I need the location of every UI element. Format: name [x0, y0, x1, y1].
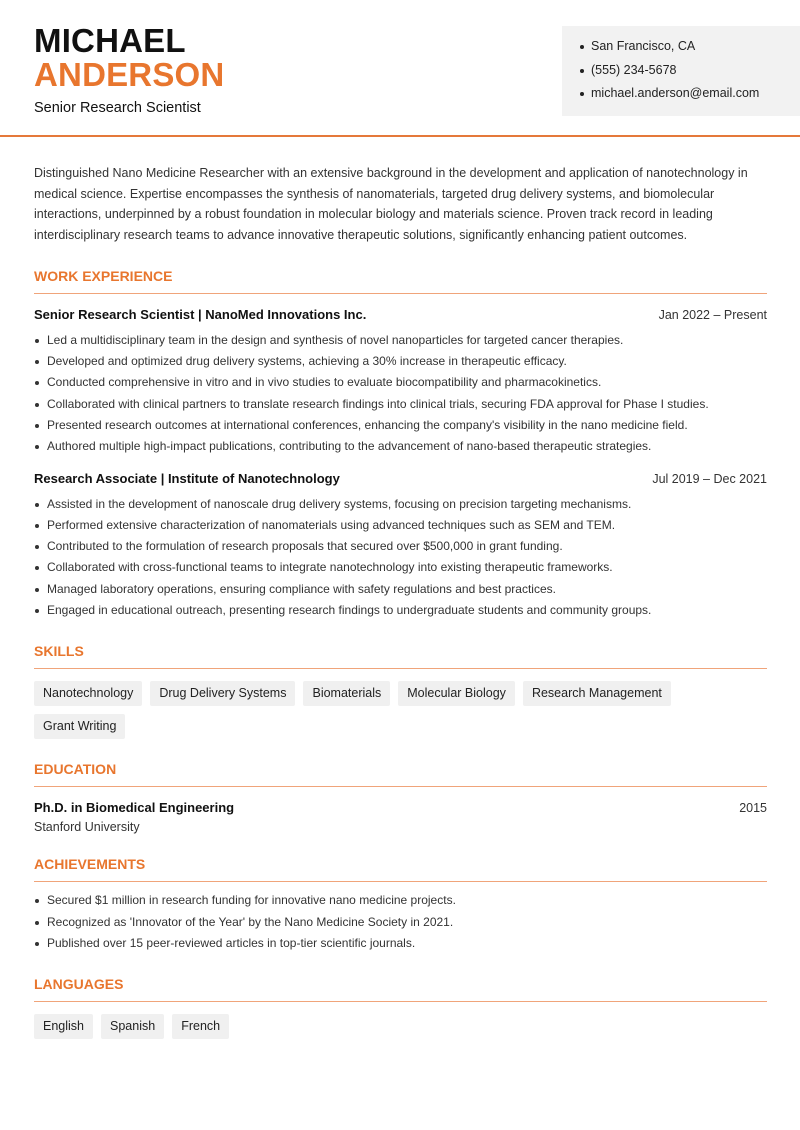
skill-chip: Drug Delivery Systems: [150, 681, 295, 706]
candidate-name: [34, 24, 224, 92]
language-chip: Spanish: [101, 1014, 164, 1039]
contact-email-text: michael.anderson@email.com: [591, 86, 760, 100]
list-item: Developed and optimized drug delivery systems, achieving a 30% increase in therapeutic efficacy.: [34, 351, 767, 372]
education-entry: [34, 800, 767, 834]
achievements-heading: ACHIEVEMENTS: [34, 856, 767, 882]
skill-chip: Nanotechnology: [34, 681, 142, 706]
contact-phone-text: (555) 234-5678: [591, 62, 677, 77]
work-experience-heading: WORK EXPERIENCE: [34, 268, 767, 294]
list-item: Collaborated with cross-functional teams to integrate nanotechnology into existing therapeutic frameworks.: [34, 557, 767, 578]
list-item: Published over 15 peer-reviewed articles in top-tier scientific journals.: [34, 933, 767, 954]
languages-list: [34, 1014, 767, 1039]
skill-chip: Biomaterials: [303, 681, 390, 706]
job-entry: [34, 471, 767, 622]
list-item: Engaged in educational outreach, presenting research findings to undergraduate students and community groups.: [34, 600, 767, 621]
job-bullets: [34, 330, 767, 458]
list-item: Contributed to the formulation of research proposals that secured over $500,000 in grant funding.: [34, 536, 767, 557]
job-entry: [34, 307, 767, 458]
list-item: Presented research outcomes at international conferences, enhancing the company's visibility in the nano medicine field.: [34, 415, 767, 436]
skills-heading: SKILLS: [34, 643, 767, 669]
job-dates: Jan 2022 – Present: [658, 307, 767, 322]
list-item: Performed extensive characterization of nanomaterials using advanced techniques such as SEM and TEM.: [34, 515, 767, 536]
school: Stanford University: [34, 820, 140, 835]
bullet-icon: [580, 92, 584, 96]
contact-location: [580, 38, 800, 62]
candidate-title: Senior Research Scientist: [34, 100, 201, 116]
job-bullets: [34, 494, 767, 622]
language-chip: French: [172, 1014, 229, 1039]
skill-chip: Grant Writing: [34, 714, 125, 739]
resume-content: [34, 163, 767, 1039]
contact-email: [580, 85, 800, 109]
skill-chip: Research Management: [523, 681, 671, 706]
resume-header: [0, 0, 800, 137]
language-chip: English: [34, 1014, 93, 1039]
list-item: Conducted comprehensive in vitro and in vivo studies to evaluate biocompatibility and pharmacokinetics.: [34, 372, 767, 393]
job-role: Research Associate | Institute of Nanotechnology: [34, 470, 340, 486]
languages-heading: LANGUAGES: [34, 976, 767, 1002]
skills-list: [34, 681, 767, 739]
contact-box: [562, 26, 800, 116]
list-item: Assisted in the development of nanoscale drug delivery systems, focusing on precision targeting mechanisms.: [34, 494, 767, 515]
bullet-icon: [580, 45, 584, 49]
degree: Ph.D. in Biomedical Engineering: [34, 800, 235, 816]
summary: Distinguished Nano Medicine Researcher with an extensive background in the development and application of nanotechnology in medical science. Expertise encompasses the synthesis of nanomaterials, targeted drug delivery systems, and biomolecular interactions, underpinned by a robust foundation in molecular biology and materials science. Proven track record in leading interdisciplinary research teams to advance innovative therapeutic solutions, significantly enhancing patient outcomes.: [34, 166, 748, 243]
list-item: Recognized as 'Innovator of the Year' by the Nano Medicine Society in 2021.: [34, 912, 767, 933]
achievements-list: [34, 890, 767, 954]
list-item: Secured $1 million in research funding for innovative nano medicine projects.: [34, 890, 767, 911]
contact-phone: [580, 62, 800, 86]
list-item: Led a multidisciplinary team in the design and synthesis of novel nanoparticles for targeted cancer therapies.: [34, 330, 767, 351]
contact-location-text: San Francisco, CA: [591, 39, 696, 53]
job-role: Senior Research Scientist | NanoMed Innovations Inc.: [34, 306, 367, 322]
skill-chip: Molecular Biology: [398, 681, 515, 706]
list-item: Managed laboratory operations, ensuring compliance with safety regulations and best practices.: [34, 579, 767, 600]
first-name: MICHAEL: [34, 22, 186, 59]
list-item: Authored multiple high-impact publications, contributing to the advancement of nano-based therapeutic strategies.: [34, 436, 767, 457]
education-heading: EDUCATION: [34, 761, 767, 787]
job-dates: Jul 2019 – Dec 2021: [652, 471, 767, 486]
list-item: Collaborated with clinical partners to translate research findings into clinical trials, securing FDA approval for Phase I studies.: [34, 394, 767, 415]
bullet-icon: [580, 69, 584, 73]
graduation-year: 2015: [739, 801, 767, 816]
last-name: ANDERSON: [34, 56, 225, 93]
